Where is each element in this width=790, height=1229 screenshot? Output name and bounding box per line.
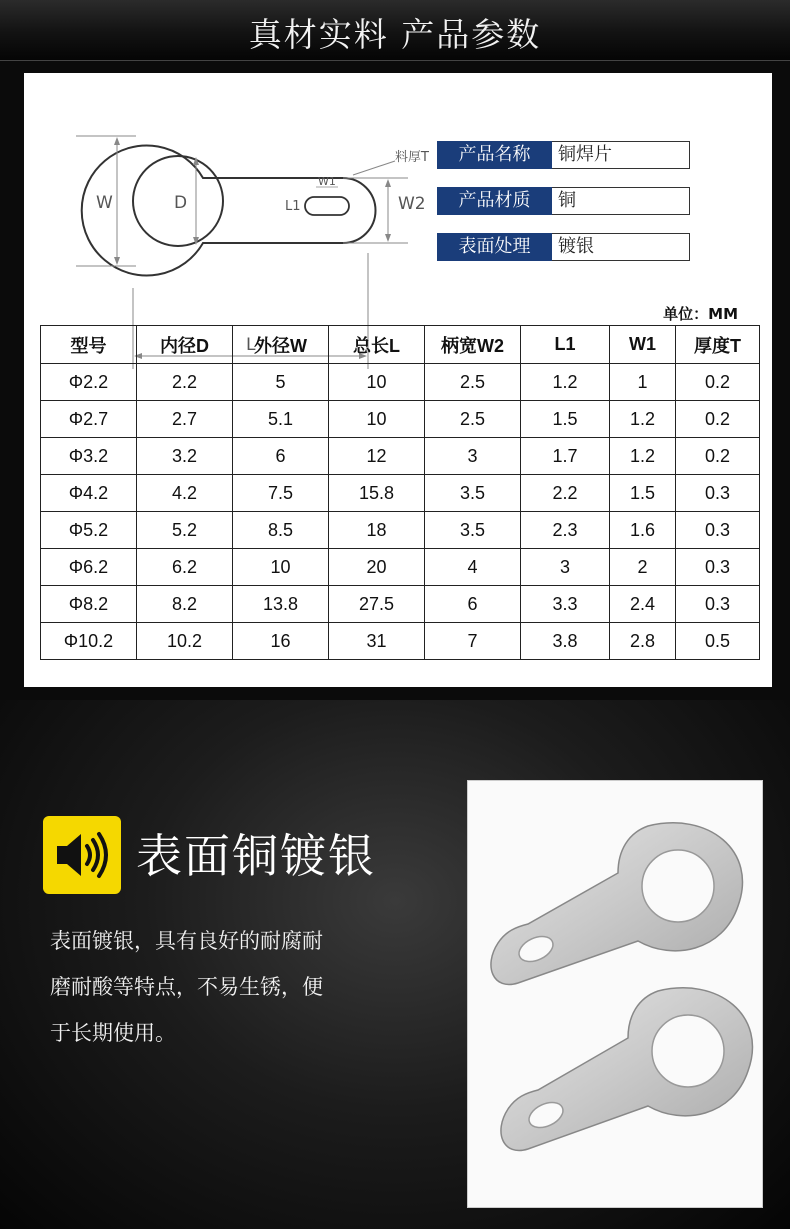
table-cell: 12	[329, 438, 425, 475]
table-row	[41, 364, 760, 401]
table-cell: 2.7	[137, 401, 233, 438]
info-row-material	[437, 187, 690, 215]
table-cell: Φ8.2	[41, 586, 137, 623]
label-l: L	[246, 335, 256, 355]
page-title: 真材实料 产品参数	[248, 15, 542, 54]
table-cell: 2.4	[610, 586, 676, 623]
table-cell: 10	[329, 364, 425, 401]
table-cell: Φ3.2	[41, 438, 137, 475]
table-cell: 5.1	[233, 401, 329, 438]
table-cell: 2.5	[425, 364, 521, 401]
table-row	[41, 401, 760, 438]
info-value: 铜焊片	[552, 141, 690, 169]
table-cell: 31	[329, 623, 425, 660]
table-cell: Φ2.2	[41, 364, 137, 401]
column-header: W1	[610, 326, 676, 364]
table-cell: 3.5	[425, 475, 521, 512]
terminal-image	[501, 988, 753, 1151]
table-row	[41, 512, 760, 549]
table-cell: 2.3	[521, 512, 610, 549]
label-l1: L1	[285, 199, 301, 214]
table-cell: 6	[425, 586, 521, 623]
label-w2: W2	[398, 194, 426, 214]
table-cell: 5	[233, 364, 329, 401]
table-cell: 5.2	[137, 512, 233, 549]
table-cell: 10	[329, 401, 425, 438]
info-value: 镀银	[552, 233, 690, 261]
table-cell: 1.5	[521, 401, 610, 438]
column-header: L1	[521, 326, 610, 364]
table-cell: 7	[425, 623, 521, 660]
unit-label: 单位：MM	[663, 305, 738, 323]
table-cell: 3	[521, 549, 610, 586]
table-cell: 1.2	[521, 364, 610, 401]
table-row	[41, 475, 760, 512]
table-cell: 16	[233, 623, 329, 660]
table-cell: 3.8	[521, 623, 610, 660]
table-cell: 2.5	[425, 401, 521, 438]
column-header: 总长L	[329, 326, 425, 364]
table-cell: 6.2	[137, 549, 233, 586]
info-key: 产品材质	[437, 187, 552, 215]
feature-desc-line: 磨耐酸等特点，不易生锈，便	[50, 975, 323, 999]
table-cell: 1.6	[610, 512, 676, 549]
table-cell: 15.8	[329, 475, 425, 512]
table-cell: Φ4.2	[41, 475, 137, 512]
column-header: 外径W	[233, 326, 329, 364]
table-cell: 2.8	[610, 623, 676, 660]
info-value: 铜	[552, 187, 690, 215]
table-cell: 10.2	[137, 623, 233, 660]
table-cell: 27.5	[329, 586, 425, 623]
table-header-row	[41, 326, 760, 364]
table-cell: 0.3	[676, 512, 760, 549]
table-cell: 1.7	[521, 438, 610, 475]
table-cell: 3.5	[425, 512, 521, 549]
table-cell: Φ10.2	[41, 623, 137, 660]
label-w: W	[96, 193, 113, 213]
table-cell: 2.2	[137, 364, 233, 401]
table-cell: 1.2	[610, 438, 676, 475]
table-cell: 0.2	[676, 364, 760, 401]
header-bar	[0, 0, 790, 61]
table-cell: 6	[233, 438, 329, 475]
table-cell: 2	[610, 549, 676, 586]
table-cell: 4	[425, 549, 521, 586]
product-photo	[467, 780, 763, 1208]
table-cell: 0.5	[676, 623, 760, 660]
label-d: D	[174, 193, 188, 213]
column-header: 厚度T	[676, 326, 760, 364]
table-cell: 1.5	[610, 475, 676, 512]
table-cell: 2.2	[521, 475, 610, 512]
feature-description	[50, 918, 400, 1056]
table-cell: 3	[425, 438, 521, 475]
table-cell: 18	[329, 512, 425, 549]
info-key: 产品名称	[437, 141, 552, 169]
table-cell: 4.2	[137, 475, 233, 512]
table-row	[41, 586, 760, 623]
table-row	[41, 438, 760, 475]
info-row-name	[437, 141, 690, 169]
table-cell: 8.2	[137, 586, 233, 623]
feature-desc-line: 于长期使用。	[50, 1021, 176, 1045]
table-row	[41, 623, 760, 660]
column-header: 柄宽W2	[425, 326, 521, 364]
terminal-slot	[305, 197, 349, 215]
label-w1: W1	[318, 175, 336, 188]
feature-title: 表面铜镀银	[136, 829, 376, 883]
speaker-icon	[43, 816, 121, 894]
info-row-finish	[437, 233, 690, 261]
column-header: 内径D	[137, 326, 233, 364]
spec-table	[40, 325, 760, 660]
table-cell: 13.8	[233, 586, 329, 623]
feature-desc-line: 表面镀银，具有良好的耐腐耐	[50, 929, 323, 953]
table-cell: Φ5.2	[41, 512, 137, 549]
table-cell: 3.3	[521, 586, 610, 623]
info-key: 表面处理	[437, 233, 552, 261]
table-cell: 0.3	[676, 475, 760, 512]
table-cell: 0.3	[676, 586, 760, 623]
table-cell: 1	[610, 364, 676, 401]
table-row	[41, 549, 760, 586]
table-cell: 10	[233, 549, 329, 586]
table-cell: 8.5	[233, 512, 329, 549]
terminal-outline	[82, 146, 376, 276]
table-cell: Φ2.7	[41, 401, 137, 438]
table-cell: Φ6.2	[41, 549, 137, 586]
table-cell: 1.2	[610, 401, 676, 438]
column-header: 型号	[41, 326, 137, 364]
table-cell: 0.2	[676, 438, 760, 475]
table-cell: 3.2	[137, 438, 233, 475]
spec-panel	[24, 73, 772, 687]
label-t: 料厚T	[395, 150, 429, 165]
table-cell: 0.2	[676, 401, 760, 438]
table-cell: 7.5	[233, 475, 329, 512]
table-cell: 0.3	[676, 549, 760, 586]
table-cell: 20	[329, 549, 425, 586]
terminal-image	[491, 823, 743, 985]
